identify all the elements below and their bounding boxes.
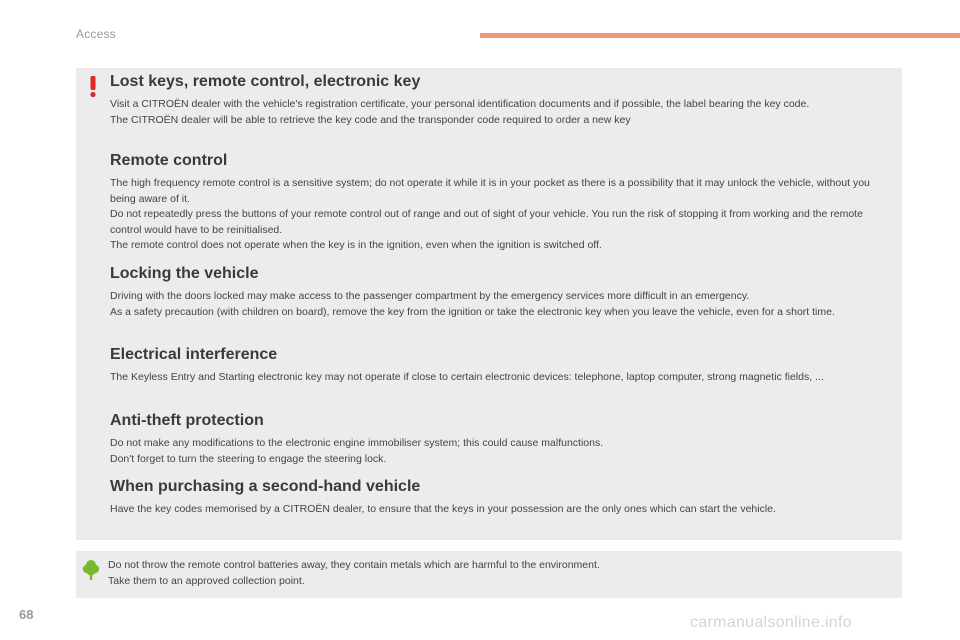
section-text: The high frequency remote control is a sensitive system; do not operate it while it is in your pocket as there is a possibility that it may unlock the vehicle, without you being aware of it. Do not repeatedly press the buttons of your remote control out of range and out of sight of your vehicle. You run the risk of stopping it from working and the remote control would have to be reinitialised. The remote control does not operate when the key is in the ignition, even when the ignition is switched off. (110, 177, 870, 251)
tree-icon (82, 559, 100, 581)
section-title: Access (76, 27, 116, 41)
section-electrical (110, 345, 896, 386)
section-lost-keys (110, 72, 896, 128)
section-heading: Lost keys, remote control, electronic key (110, 73, 421, 90)
header-bar (480, 33, 960, 38)
environment-note (76, 551, 902, 598)
section-second-hand (110, 477, 896, 518)
section-text: Do not make any modifications to the electronic engine immobiliser system; this could cause malfunctions. Don't forget to turn the steering to engage the steering lock. (110, 437, 604, 465)
section-remote-control (110, 151, 896, 254)
warning-box (76, 68, 902, 540)
section-text: Driving with the doors locked may make access to the passenger compartment by the emergency services more difficult in an emergency. As a safety precaution (with children on board), remove the key from the ignition or take the electronic key when you leave the vehicle, even for a short time. (110, 290, 835, 318)
section-anti-theft (110, 411, 896, 467)
section-locking (110, 264, 896, 320)
note-text: Do not throw the remote control batteries away, they contain metals which are harmful to the environment. Take them to an approved collection point. (108, 559, 600, 587)
section-text: Have the key codes memorised by a CITROËN dealer, to ensure that the keys in your possession are the only ones which can start the vehicle. (110, 503, 776, 515)
section-heading: Anti-theft protection (110, 412, 264, 429)
section-text: The Keyless Entry and Starting electronic key may not operate if close to certain electronic devices: telephone, laptop computer, strong magnetic fields, ... (110, 371, 824, 383)
section-heading: Electrical interference (110, 346, 278, 363)
page-number: 68 (19, 607, 34, 622)
section-heading: When purchasing a second-hand vehicle (110, 478, 421, 495)
exclamation-icon (86, 74, 100, 98)
section-text: Visit a CITROËN dealer with the vehicle's registration certificate, your personal identification documents and if possible, the label bearing the key code. The CITROËN dealer will be able to retrieve the key code and the transponder code required to order a new key (110, 98, 810, 126)
section-heading: Remote control (110, 152, 228, 169)
watermark: carmanualsonline.info (690, 614, 852, 631)
section-heading: Locking the vehicle (110, 265, 259, 282)
